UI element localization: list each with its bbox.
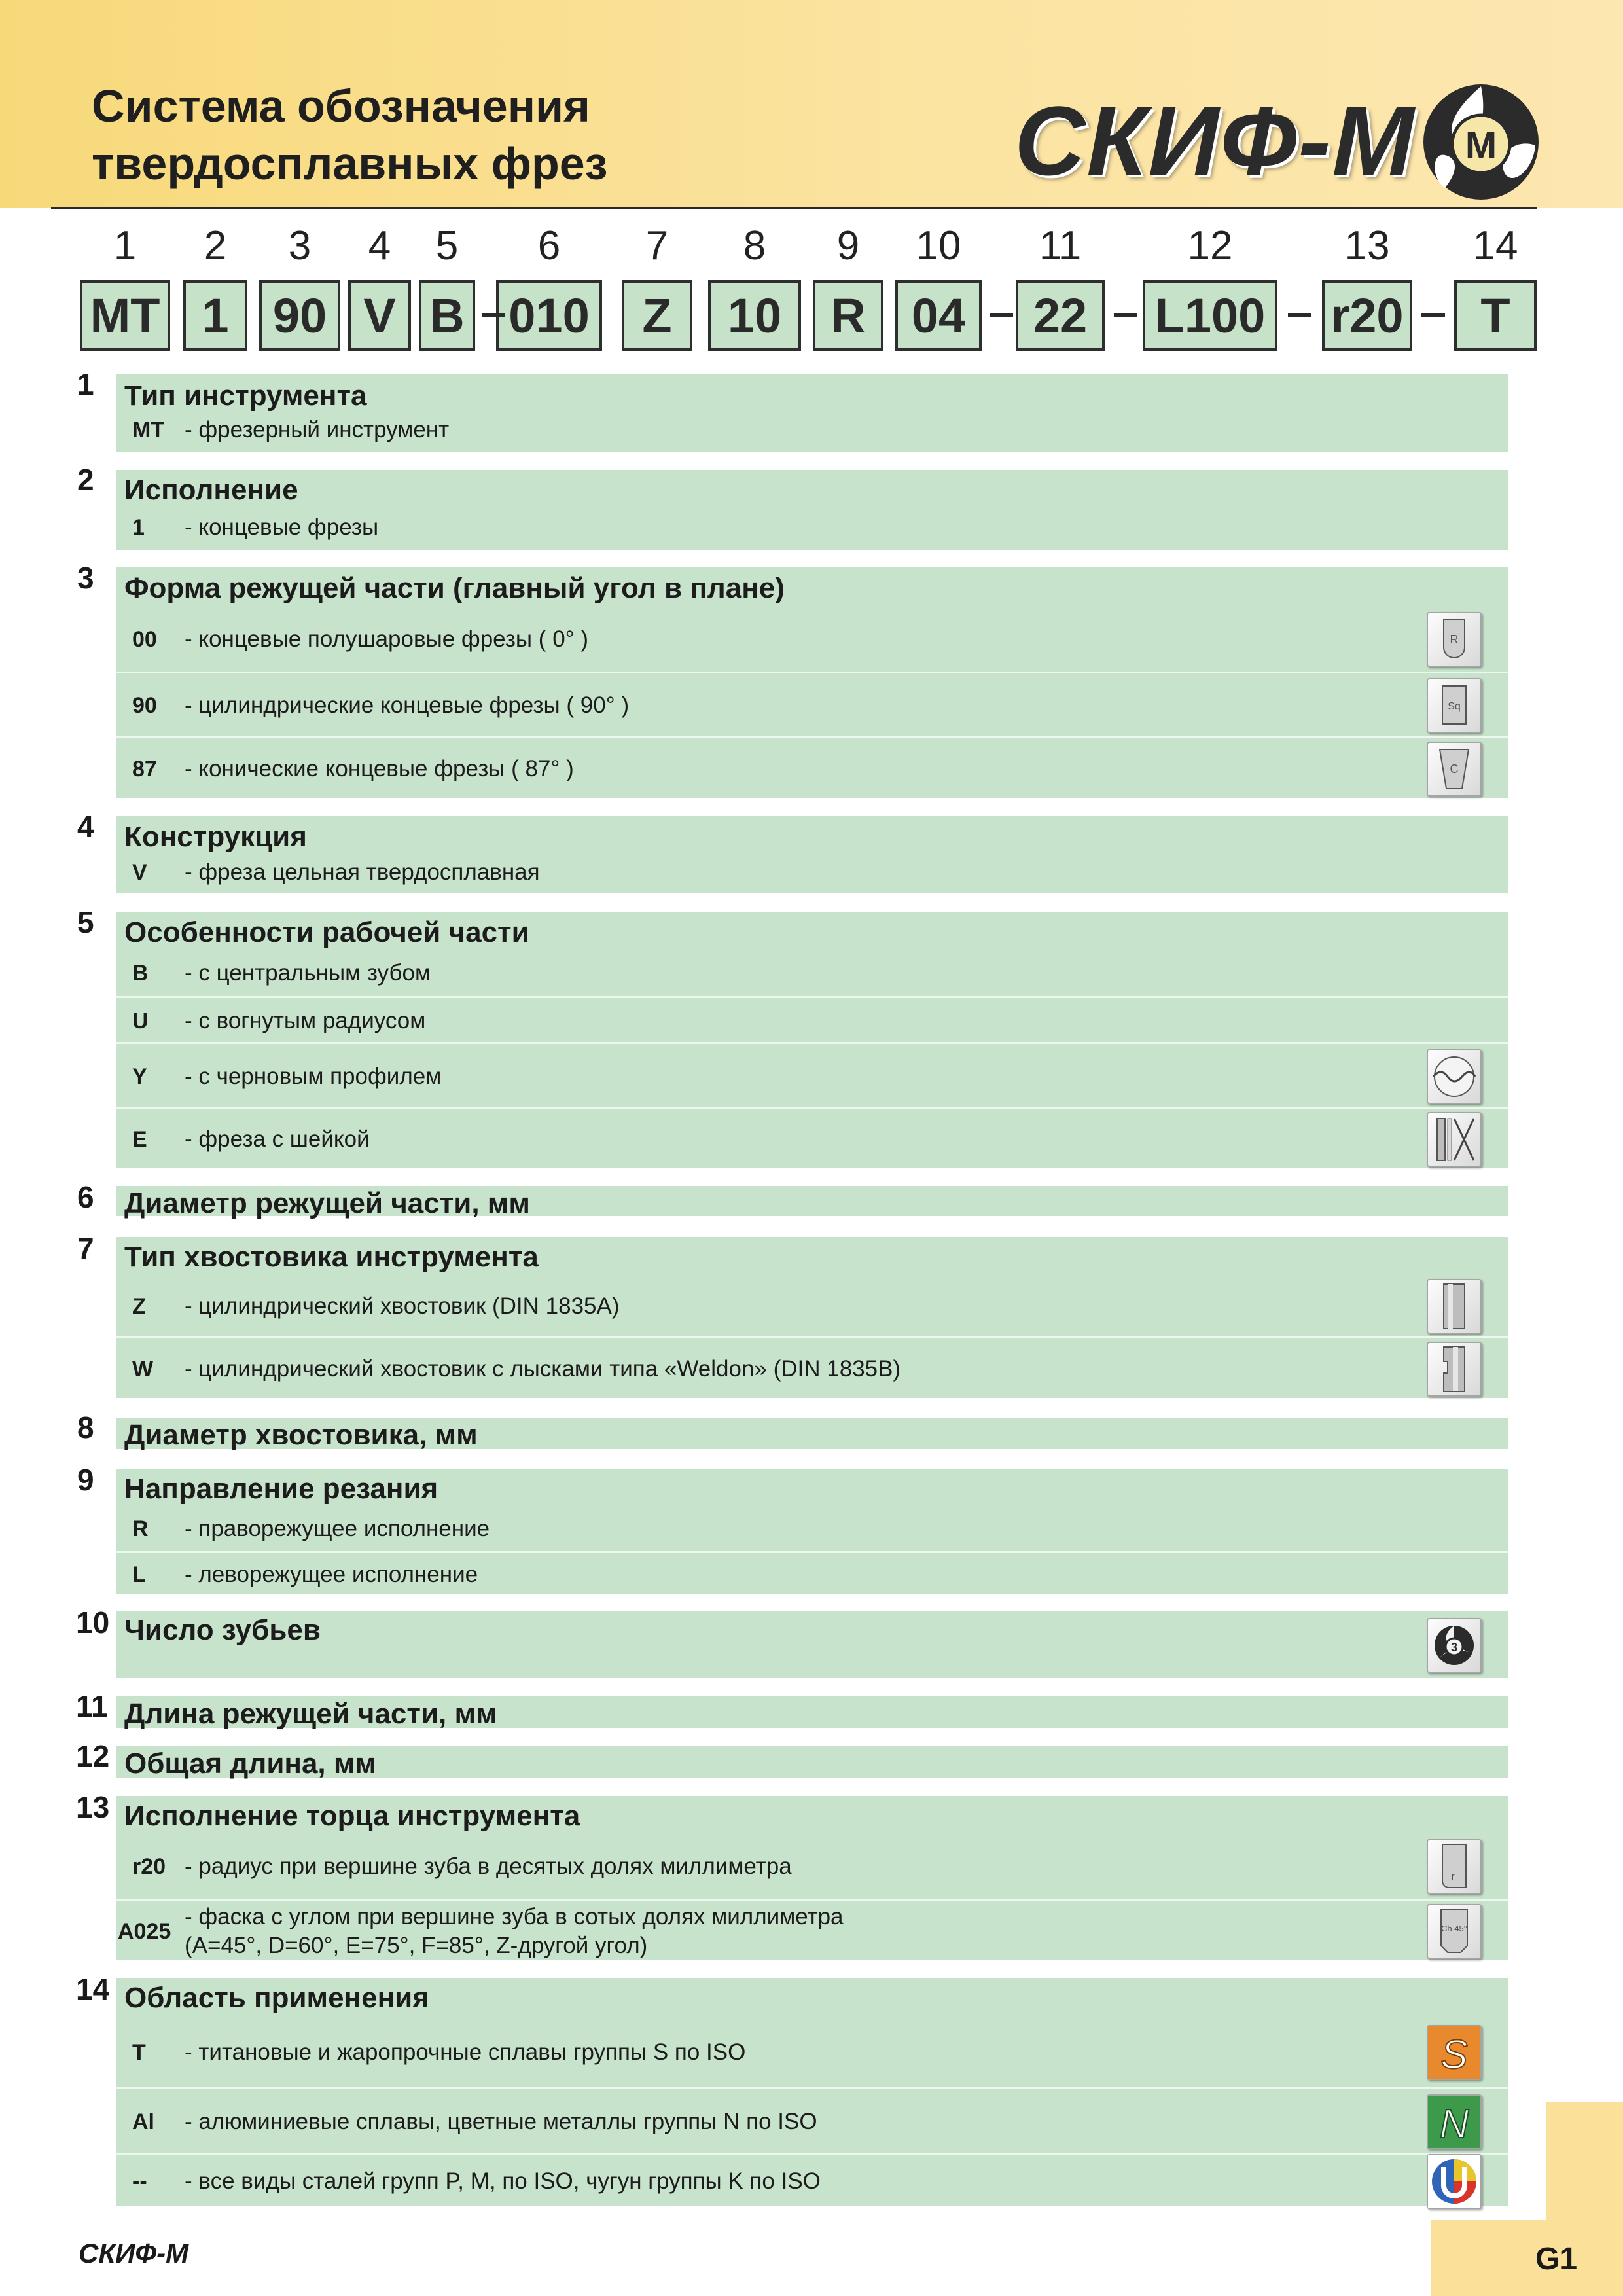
section-row [116,1899,1508,1962]
code-segment: Z [622,280,692,351]
section-panel [116,912,1508,1168]
section-panel [116,1186,1508,1219]
section-title: Общая длина, мм [124,1748,376,1780]
section-panel [116,1746,1508,1778]
code-segment: L100 [1143,280,1277,351]
iso-n-icon [1427,2094,1482,2149]
roughing-profile-icon [1427,1049,1482,1104]
section-row [116,1834,1508,1899]
section-panel [116,374,1508,452]
code-segment: 04 [895,280,982,351]
taper-end-icon [1427,742,1482,797]
section-row [116,1507,1508,1551]
section-number: 6 [77,1180,94,1214]
code-position-number: 5 [435,223,459,268]
flute-count-icon [1427,1618,1482,1673]
cylindrical-shank-icon [1427,1279,1482,1334]
chamfer-icon [1427,1904,1482,1959]
row-code: MT [132,418,165,442]
section-row [116,672,1508,738]
row-description: - цилиндрический хвостовик с лысками типа «Weldon» (DIN 1835B) [185,1356,901,1382]
weldon-shank-icon-graphic [1428,1343,1480,1395]
section-panel [116,1696,1508,1728]
brand-logo-text: СКИФ-М [1014,86,1416,196]
section-row [116,508,1508,547]
code-separator-dash [1288,313,1311,317]
row-description: - концевые полушаровые фрезы ( 0° ) [185,626,589,652]
row-code: A025 [118,1919,171,1944]
flute-count-icon-graphic [1428,1619,1480,1672]
code-separator-dash [1114,313,1137,317]
row-description: - концевые фрезы [185,514,379,540]
row-description: - с вогнутым радиусом [185,1008,426,1033]
section-number: 14 [76,1972,110,2006]
section-row [116,2087,1508,2155]
code-separator-dash [1421,313,1445,317]
section-title: Диаметр хвостовика, мм [124,1419,478,1451]
section-row [116,853,1508,891]
row-description: - фрезерный инструмент [185,417,450,442]
row-description: - праворежущее исполнение [185,1516,490,1541]
section-number: 7 [77,1231,94,1265]
iso-n-icon-graphic [1428,2096,1480,2148]
row-description: - алюминиевые сплавы, цветные металлы группы N по ISO [185,2109,817,2134]
section-title: Длина режущей части, мм [124,1698,497,1730]
corner-radius-icon-graphic [1428,1840,1480,1893]
page-tab [1431,2220,1623,2296]
section-title: Направление резания [124,1473,438,1505]
section-number: 12 [76,1739,110,1773]
section-panel [116,1418,1508,1449]
section-number: 11 [76,1689,108,1723]
row-description: - леворежущее исполнение [185,1562,478,1587]
icon-label: 3 [1450,1641,1458,1654]
section-title: Исполнение торца инструмента [124,1800,580,1832]
code-position-number: 8 [743,223,766,268]
section-number: 5 [77,905,94,939]
code-segment: T [1454,280,1537,351]
section-panel [116,1611,1508,1678]
section-number: 3 [77,561,94,595]
row-code: E [132,1127,147,1152]
page-title-line-1: Система обозначения [92,81,590,132]
code-segment: 22 [1016,280,1105,351]
section-panel [116,1469,1508,1594]
row-description-line-2: (A=45°, D=60°, E=75°, F=85°, Z-другой угол) [185,1933,648,1958]
row-code: W [132,1357,154,1382]
section-title: Число зубьев [124,1614,321,1646]
weldon-shank-icon [1427,1342,1482,1397]
row-description: - радиус при вершине зуба в десятых долях миллиметра [185,1854,792,1879]
row-description: - цилиндрические концевые фрезы ( 90° ) [185,692,630,718]
square-end-icon-graphic [1428,679,1480,732]
section-title: Конструкция [124,821,307,853]
section-row [116,996,1508,1044]
row-code: -- [132,2169,147,2194]
section-number: 1 [77,367,94,401]
code-segment: 10 [708,280,801,351]
section-number: 2 [77,463,94,497]
section-row [116,1042,1508,1109]
necked-cutter-icon [1427,1112,1482,1167]
square-end-icon [1427,678,1482,733]
row-description: - титановые и жаропрочные сплавы группы S по ISO [185,2039,746,2065]
row-code: 90 [132,693,157,718]
row-description: - фреза с шейкой [185,1126,370,1152]
header-rule [51,207,1537,209]
row-code: Y [132,1064,147,1089]
section-row [116,1551,1508,1596]
code-position-number: 12 [1187,223,1233,268]
icon-label: r [1451,1871,1455,1882]
section-number: 13 [76,1790,110,1824]
section-title: Область применения [124,1982,429,2014]
corner-radius-icon [1427,1839,1482,1894]
iso-pmk-icon [1427,2154,1482,2209]
iso-s-icon [1427,2025,1482,2080]
section-title: Диаметр режущей части, мм [124,1187,530,1219]
row-code: B [132,961,149,986]
iso-s-icon-graphic [1428,2026,1480,2079]
iso-pmk-icon-graphic [1428,2155,1480,2208]
section-row [116,1276,1508,1336]
section-panel [116,567,1508,798]
section-panel [116,816,1508,893]
row-code: 00 [132,627,157,652]
code-position-number: 6 [537,223,561,268]
row-code: V [132,860,147,885]
icon-label: C [1450,762,1459,776]
section-row [116,2153,1508,2208]
brand-emblem-letter: М [1465,124,1497,167]
row-description: - все виды сталей групп P, M, по ISO, чугун группы K по ISO [185,2168,821,2194]
icon-label: R [1450,633,1459,646]
row-code: r20 [132,1854,166,1879]
row-description: - с черновым профилем [185,1064,442,1089]
section-row [116,950,1508,996]
row-code: Z [132,1294,146,1319]
row-description: - фаска с углом при вершине зуба в сотых долях миллиметра [185,1904,844,1929]
code-segment: MT [80,280,170,351]
code-position-number: 14 [1472,223,1518,268]
row-code: U [132,1009,149,1033]
code-segment: 90 [259,280,340,351]
section-title: Тип инструмента [124,380,367,412]
section-row [116,736,1508,800]
section-panel [116,470,1508,550]
section-title: Тип хвостовика инструмента [124,1241,539,1273]
section-number: 9 [77,1463,94,1497]
page-number: G1 [1535,2242,1578,2276]
code-segment: r20 [1322,280,1412,351]
code-position-number: 13 [1344,223,1390,268]
row-code: L [132,1562,146,1587]
section-title: Исполнение [124,474,298,506]
chamfer-icon-graphic [1428,1905,1480,1958]
row-description: - конические концевые фрезы ( 87° ) [185,756,574,781]
code-position-number: 1 [113,223,137,268]
code-segment: R [813,280,883,351]
footer-brand: СКИФ-М [79,2238,189,2269]
row-description: - с центральным зубом [185,960,431,986]
ball-end-R-icon [1427,612,1482,667]
section-row [116,411,1508,449]
row-description: - фреза цельная твердосплавная [185,859,540,885]
icon-label: N [1439,2102,1469,2147]
row-code: 1 [132,515,145,540]
section-row [116,607,1508,672]
code-position-number: 10 [916,223,961,268]
code-position-number: 11 [1039,223,1082,268]
code-segment: 1 [183,280,247,351]
roughing-profile-icon-graphic [1428,1050,1480,1103]
code-position-number: 4 [368,223,391,268]
cylindrical-shank-icon-graphic [1428,1280,1480,1333]
code-segment: B [419,280,475,351]
row-code: R [132,1516,149,1541]
code-segment: V [348,280,411,351]
row-code: Al [132,2109,154,2134]
row-description: - цилиндрический хвостовик (DIN 1835A) [185,1293,620,1319]
section-number: 8 [77,1410,94,1444]
row-code: 87 [132,757,157,781]
designation-code [0,223,1623,360]
taper-end-icon-graphic [1428,743,1480,795]
code-position-number: 3 [288,223,312,268]
code-position-number: 7 [645,223,669,268]
code-separator-dash [990,313,1013,317]
section-number: 4 [77,810,94,844]
section-panel [116,1978,1508,2206]
section-panel [116,1796,1508,1960]
brand-emblem-icon [1419,80,1543,204]
ball-end-R-icon-graphic [1428,613,1480,666]
page-title-line-2: твердосплавных фрез [92,138,608,189]
section-number: 10 [76,1605,110,1640]
section-title: Особенности рабочей части [124,916,529,948]
icon-label: S [1440,2032,1468,2077]
icon-label: Ch 45° [1441,1924,1467,1933]
code-separator-dash [482,313,505,317]
row-code: T [132,2040,146,2065]
section-row [116,1336,1508,1400]
section-row [116,2018,1508,2087]
code-position-number: 9 [836,223,860,268]
section-row [116,1107,1508,1170]
icon-label: Sq [1448,701,1461,712]
necked-cutter-icon-graphic [1428,1113,1480,1166]
page-title [92,77,607,192]
code-position-number: 2 [204,223,227,268]
brand-logo [1014,80,1538,204]
code-segment: 010 [496,280,602,351]
section-title: Форма режущей части (главный угол в плане) [124,572,785,604]
section-panel [116,1237,1508,1398]
